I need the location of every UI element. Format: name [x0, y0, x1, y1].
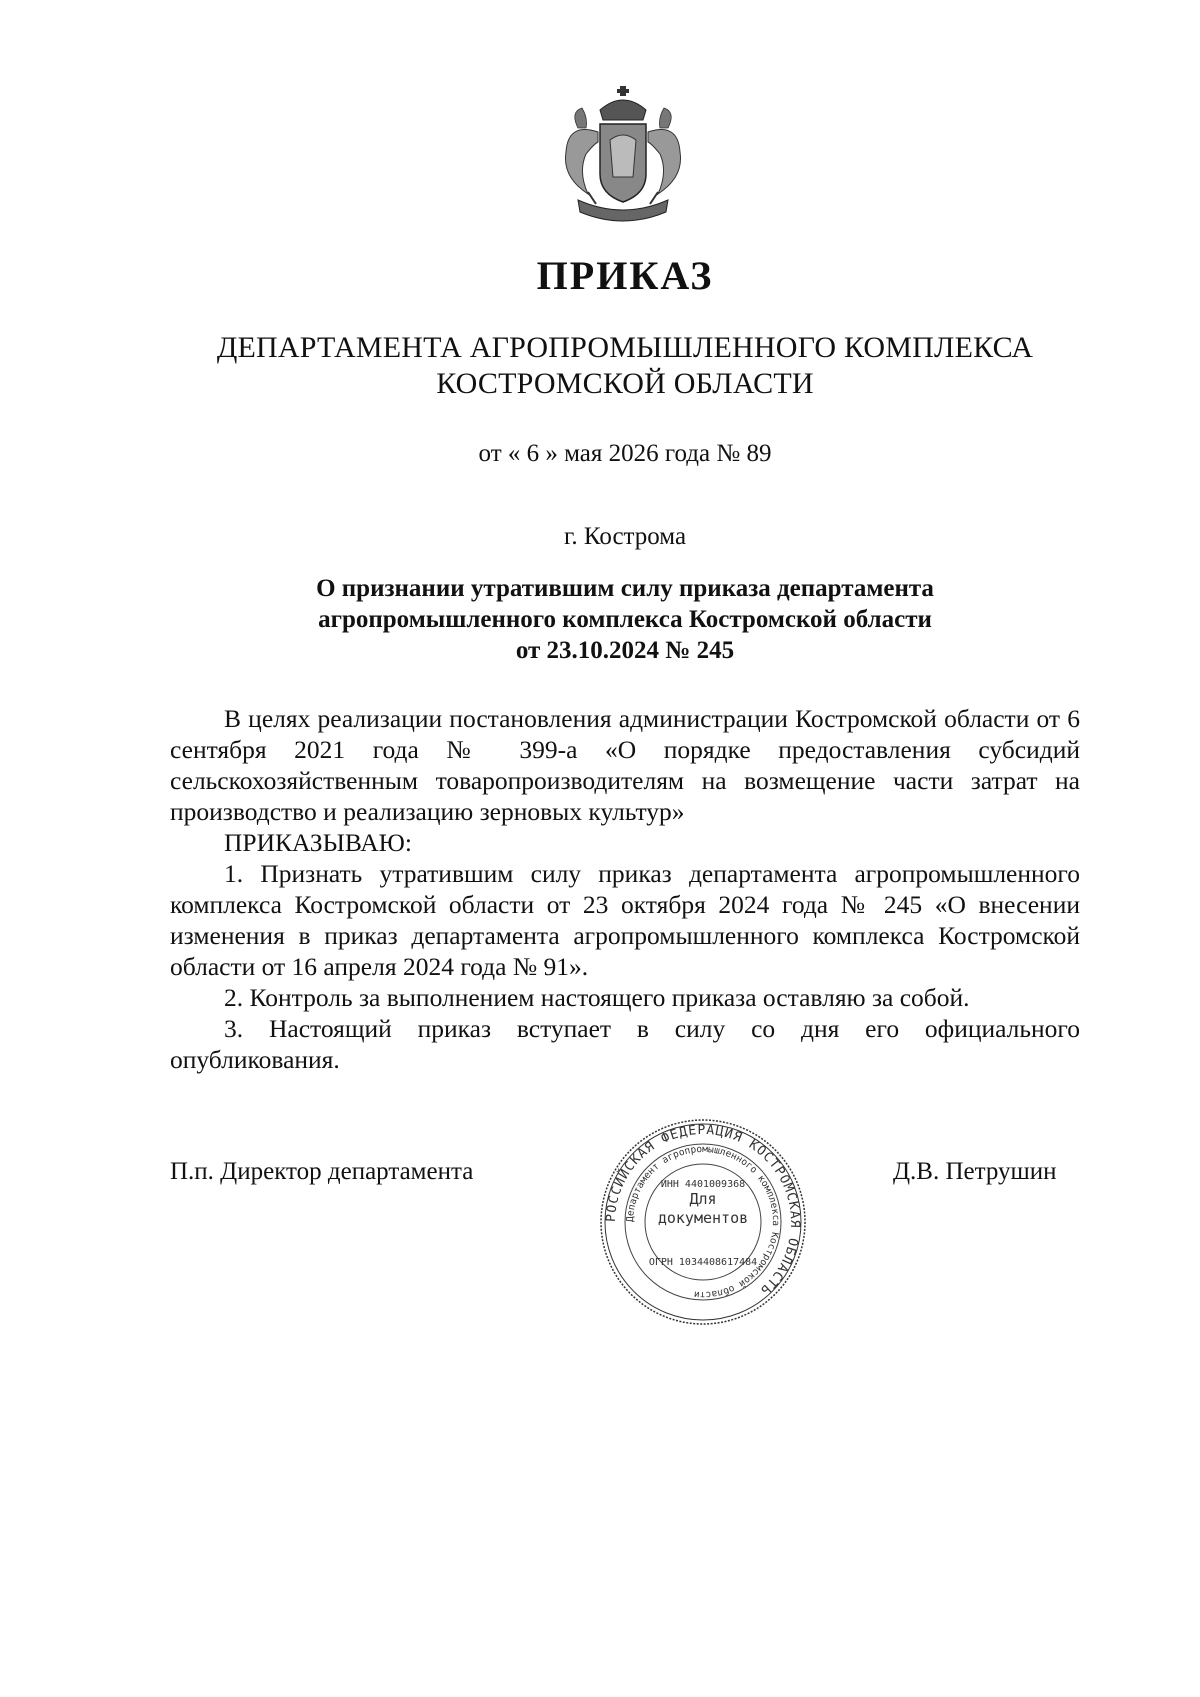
coat-of-arms-icon [548, 82, 698, 232]
order-subject [170, 573, 1080, 666]
order-item-1: 1. Признать утратившим силу приказ департамента агропромышленного комплекса Костромской области от 23 октября 2024 года № 245 «О внесении изменения в приказ департамента агропромышленного комплекса Костромской области от 16 апреля 2024 года № 91». [170, 859, 1080, 981]
subject-line-1: О признании утратившим силу приказа департамента [316, 575, 934, 602]
order-body [170, 703, 1080, 1075]
signatory-name: Д.В. Петрушин [893, 1158, 1057, 1185]
order-word: ПРИКАЗЫВАЮ: [224, 828, 412, 857]
stamp-center-line-2: документов [657, 1209, 749, 1227]
department-line-1: ДЕПАРТАМЕНТА АГРОПРОМЫШЛЕННОГО КОМПЛЕКСА [216, 331, 1034, 364]
department-line-2: КОСТРОМСКОЙ ОБЛАСТИ [436, 367, 814, 400]
city: г. Кострома [563, 523, 687, 550]
stamp-outer-ring: РОССИЙСКАЯ ФЕДЕРАЦИЯ КОСТРОМСКАЯ ОБЛАСТЬ [603, 1122, 803, 1298]
department-heading [0, 330, 1200, 402]
subject-line-2: агропромышленного комплекса Костромской области [318, 606, 932, 633]
stamp-ogrn: ОГРН 1034408617484 [648, 1257, 758, 1268]
order-item-2: 2. Контроль за выполнением настоящего приказа оставляю за собой. [224, 983, 970, 1012]
stamp-center [598, 1190, 808, 1228]
preamble-paragraph: В целях реализации постановления администрации Костромской области от 6 сентября 2021 года № 399-а «О порядке предоставления субсидий сельскохозяйственным товаропроизводителям на возмещение части затрат на производство и реализацию зерновых культур» [170, 704, 1080, 826]
subject-line-3: от 23.10.2024 № 245 [515, 637, 735, 664]
order-item-3: 3. Настоящий приказ вступает в силу со дня его официального опубликования. [170, 1014, 1080, 1074]
stamp-inner-ring: Департамент агропромышленного комплекса Костромской области [624, 1143, 782, 1301]
order-date-number: от « 6 » мая 2026 года № 89 [478, 440, 772, 467]
signatory-position: П.п. Директор департамента [170, 1158, 474, 1185]
document-title: ПРИКАЗ [536, 253, 714, 298]
stamp-inn: ИНН 4401009368 [660, 1179, 746, 1190]
stamp-center-line-1: Для [689, 1190, 717, 1208]
